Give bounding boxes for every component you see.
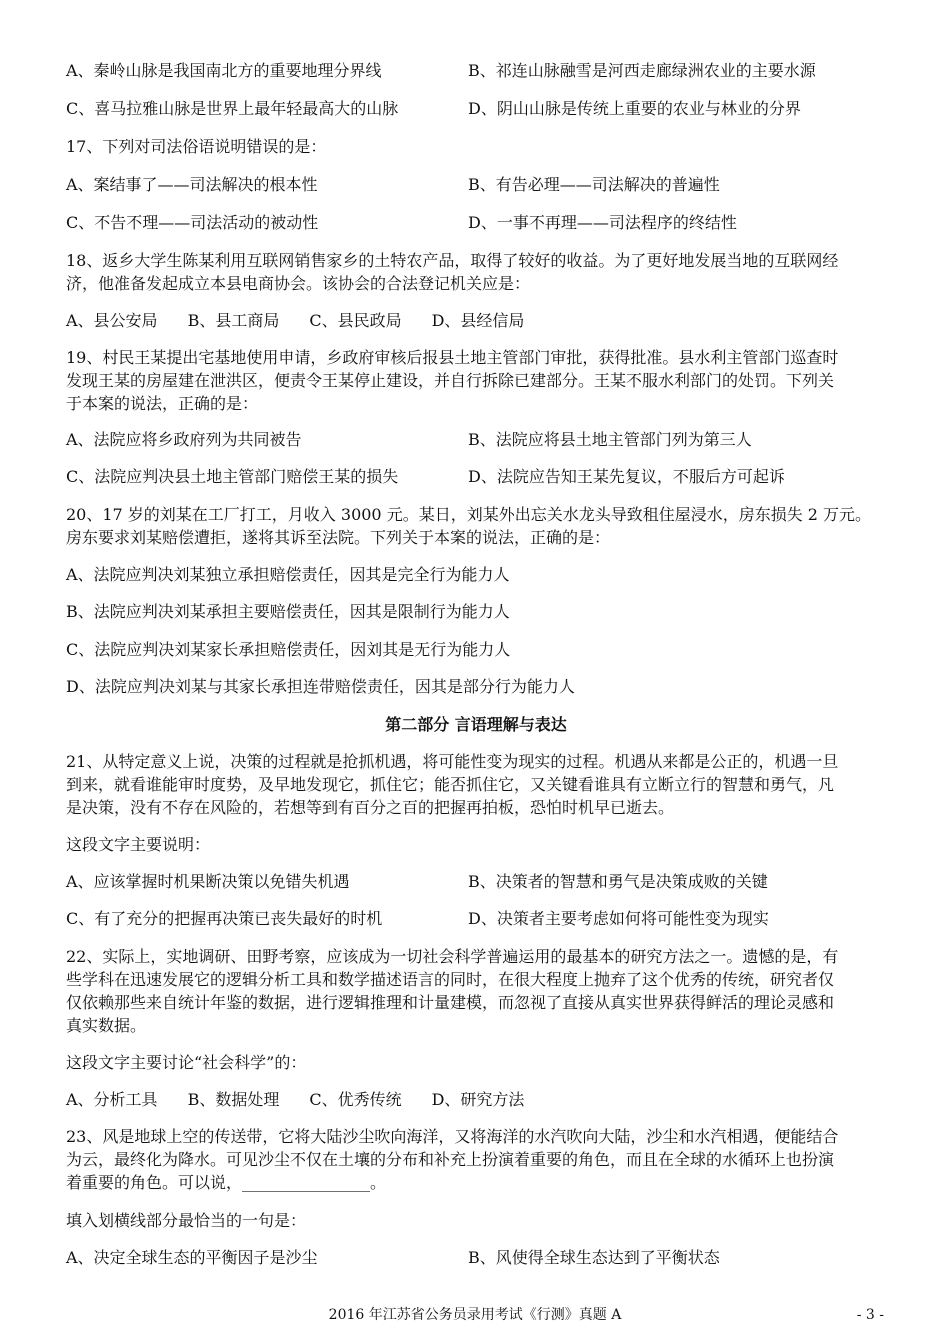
q22-option-b: B、数据处理 (187, 1090, 280, 1109)
q18-option-a: A、县公安局 (66, 311, 158, 330)
q23-options-row-1 (66, 1248, 720, 1268)
footer-title: 2016 年江苏省公务员录用考试《行测》真题 A (328, 1307, 622, 1323)
q16-options-row-2 (66, 99, 801, 119)
q23-option-a: A、决定全球生态的平衡因子是沙尘 (66, 1248, 318, 1267)
q21-option-c: C、有了充分的把握再决策已丧失最好的时机 (66, 909, 383, 928)
q18-options (66, 311, 554, 331)
q20-stem-line-1: 20、17 岁的刘某在工厂打工，月收入 3000 元。某日，刘某外出忘关水龙头导致租住屋浸水，房东损失 2 万元。 (66, 505, 872, 524)
q23-option-b: B、风使得全球生态达到了平衡状态 (468, 1248, 720, 1267)
q21-stem-line-2: 到来，就看谁能审时度势，及早地发现它，抓住它；能否抓住它，又关键看谁具有立断立行的智慧和勇气，凡 (66, 775, 835, 794)
q19-stem-line-1: 19、村民王某提出宅基地使用申请，乡政府审核后报县土地主管部门审批，获得批准。县水利主管部门巡查时 (66, 348, 839, 367)
q21-option-d: D、决策者主要考虑如何将可能性变为现实 (468, 909, 769, 928)
q17-option-a: A、案结事了——司法解决的根本性 (66, 175, 318, 194)
q17-option-c: C、不告不理——司法活动的被动性 (66, 213, 319, 232)
q20-stem-line-2: 房东要求刘某赔偿遭拒，遂将其诉至法院。下列关于本案的说法，正确的是： (66, 528, 611, 547)
q19-stem-line-3: 于本案的说法，正确的是： (66, 394, 259, 413)
q23-stem-line-2: 为云，最终化为降水。可见沙尘不仅在土壤的分布和补充上扮演着重要的角色，而且在全球的水循环上也扮演 (66, 1150, 835, 1169)
q17-stem: 17、下列对司法俗语说明错误的是： (66, 137, 327, 156)
q22-option-c: C、优秀传统 (309, 1090, 402, 1109)
q20-option-c: C、法院应判决刘某家长承担赔偿责任，因刘其是无行为能力人 (66, 640, 511, 659)
q23-stem-line-3: 着重要的角色。可以说，________________。 (66, 1173, 387, 1192)
q23-stem-line-1: 23、风是地球上空的传送带，它将大陆沙尘吹向海洋，又将海洋的水汽吹向大陆，沙尘和水汽相遇，便能结合 (66, 1127, 839, 1146)
q21-options-row-1 (66, 872, 768, 892)
q19-option-b: B、法院应将县土地主管部门列为第三人 (468, 430, 752, 449)
q18-option-d: D、县经信局 (431, 311, 525, 330)
q18-stem-line-1: 18、返乡大学生陈某利用互联网销售家乡的土特农产品，取得了较好的收益。为了更好地发展当地的互联网经 (66, 251, 839, 270)
q21-question: 这段文字主要说明： (66, 835, 211, 854)
q22-question: 这段文字主要讨论“社会科学”的： (66, 1053, 307, 1072)
q20-option-a: A、法院应判决刘某独立承担赔偿责任，因其是完全行为能力人 (66, 565, 510, 584)
q16-option-b: B、祁连山脉融雪是河西走廊绿洲农业的主要水源 (468, 61, 816, 80)
q17-option-d: D、一事不再理——司法程序的终结性 (468, 213, 737, 232)
q17-option-b: B、有告必理——司法解决的普遍性 (468, 175, 720, 194)
q19-option-a: A、法院应将乡政府列为共同被告 (66, 430, 302, 449)
q19-option-d: D、法院应告知王某先复议，不服后方可起诉 (468, 467, 785, 486)
q21-options-row-2 (66, 909, 769, 929)
q22-option-d: D、研究方法 (431, 1090, 525, 1109)
q20-option-d: D、法院应判决刘某与其家长承担连带赔偿责任，因其是部分行为能力人 (66, 677, 575, 696)
q16-option-d: D、阴山山脉是传统上重要的农业与林业的分界 (468, 99, 801, 118)
q17-options-row-1 (66, 175, 720, 195)
q19-option-c: C、法院应判决县土地主管部门赔偿王某的损失 (66, 467, 399, 486)
q18-option-c: C、县民政局 (309, 311, 402, 330)
q17-options-row-2 (66, 213, 737, 233)
q22-stem-line-2: 些学科在迅速发展它的逻辑分析工具和数学描述语言的同时，在很大程度上抛弃了这个优秀的传统，研究者仅 (66, 970, 835, 989)
page-number: - 3 - (856, 1307, 884, 1323)
q18-stem-line-2: 济，他准备发起成立本县电商协会。该协会的合法登记机关应是： (66, 274, 531, 293)
q23-question: 填入划横线部分最恰当的一句是： (66, 1211, 307, 1230)
q18-option-b: B、县工商局 (187, 311, 280, 330)
q19-options-row-1 (66, 430, 752, 450)
q22-option-a: A、分析工具 (66, 1090, 158, 1109)
q21-option-b: B、决策者的智慧和勇气是决策成败的关键 (468, 872, 768, 891)
q22-options (66, 1090, 554, 1110)
q20-option-b: B、法院应判决刘某承担主要赔偿责任，因其是限制行为能力人 (66, 602, 510, 621)
q19-stem-line-2: 发现王某的房屋建在泄洪区，便责令王某停止建设，并自行拆除已建部分。王某不服水利部门的处罚。下列关 (66, 371, 835, 390)
q21-stem-line-3: 是决策，没有不存在风险的，若想等到有百分之百的把握再拍板，恐怕时机早已逝去。 (66, 798, 675, 817)
q22-stem-line-4: 真实数据。 (66, 1016, 147, 1035)
q21-option-a: A、应该掌握时机果断决策以免错失机遇 (66, 872, 350, 891)
q16-option-a: A、秦岭山脉是我国南北方的重要地理分界线 (66, 61, 382, 80)
q22-stem-line-1: 22、实际上，实地调研、田野考察，应该成为一切社会科学普遍运用的最基本的研究方法之一。遗憾的是，有 (66, 947, 839, 966)
q22-stem-line-3: 仅依赖那些来自统计年鉴的数据，进行逻辑推理和计量建模，而忽视了直接从真实世界获得鲜活的理论灵感和 (66, 993, 835, 1012)
q16-options-row-1 (66, 61, 816, 81)
section-2-title: 第二部分 言语理解与表达 (385, 715, 567, 734)
q16-option-c: C、喜马拉雅山脉是世界上最年轻最高大的山脉 (66, 99, 399, 118)
q19-options-row-2 (66, 467, 785, 487)
q21-stem-line-1: 21、从特定意义上说，决策的过程就是抢抓机遇，将可能性变为现实的过程。机遇从来都是公正的，机遇一旦 (66, 752, 839, 771)
